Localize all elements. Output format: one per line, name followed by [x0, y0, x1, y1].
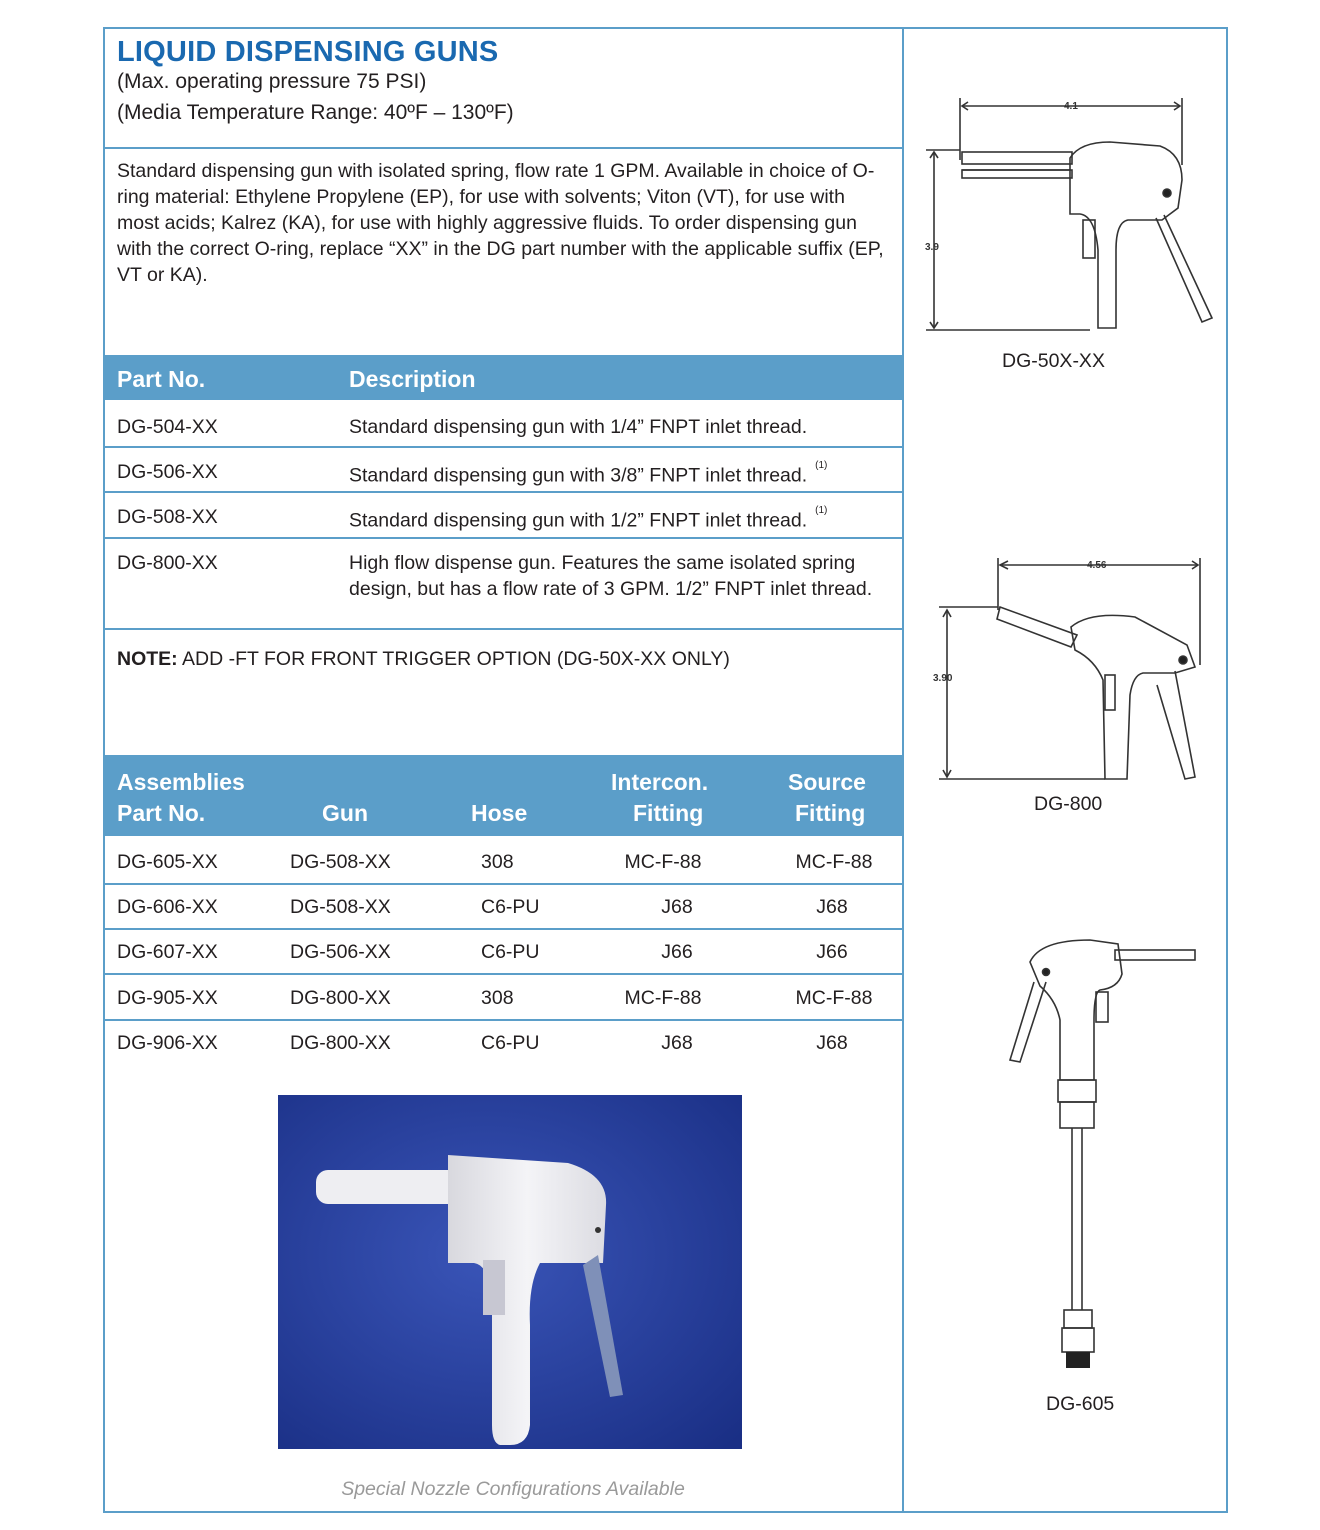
table-row-part: DG-504-XX [117, 416, 218, 438]
assembly-source: MC-F-88 [795, 851, 873, 873]
footnote-marker: (1) [815, 460, 828, 471]
footnote-marker: (1) [815, 505, 828, 516]
row-divider [103, 1019, 904, 1021]
product-photo [278, 1095, 742, 1449]
table-row-desc: High flow dispense gun. Features the same isolated spring design, but has a flow rate of 3 GPM. 1/2” FNPT inlet thread. [349, 552, 873, 600]
assembly-gun: DG-508-XX [290, 851, 391, 873]
table-row-part: DG-800-XX [117, 552, 218, 574]
assembly-source: J66 [816, 941, 848, 963]
assembly-hose: C6-PU [481, 941, 540, 963]
table-row-desc: Standard dispensing gun with 1/2” FNPT inlet thread. $^{(1)}$ [349, 505, 828, 532]
assembly-part: DG-605-XX [117, 851, 218, 873]
table-row-desc: Standard dispensing gun with 3/8” FNPT inlet thread. $^{(1)}$ [349, 460, 828, 487]
pressure-subtitle: (Max. operating pressure 75 PSI) [117, 70, 427, 93]
row-divider [103, 628, 904, 630]
header-description: Description [349, 366, 476, 392]
dg800-caption: DG-800 [1034, 793, 1103, 815]
header-divider [103, 147, 904, 149]
assembly-hose: C6-PU [481, 896, 540, 918]
intro-paragraph: Standard dispensing gun with isolated spring, flow rate 1 GPM. Available in choice of O-ring material: Ethylene Propylene (EP), for use with solvents; Viton (VT), for use with most acids; Kalrez (KA), for use with highly aggressive fluids. To order dispensing gun with the correct O-ring, replace “XX” in the DG part number with the applicable suffix (EP, VT or KA). [117, 160, 884, 286]
assembly-source: J68 [816, 896, 848, 918]
assembly-part: DG-607-XX [117, 941, 218, 963]
note-label: NOTE: [117, 648, 178, 670]
dim-width-label: 4.1 [1064, 101, 1078, 112]
table-row-part: DG-508-XX [117, 506, 218, 528]
assembly-intercon: J68 [661, 1032, 693, 1054]
assembly-source: MC-F-88 [795, 987, 873, 1009]
assembly-intercon: MC-F-88 [624, 851, 702, 873]
header-source-fitting: Fitting [795, 800, 866, 826]
note-body: ADD -FT FOR FRONT TRIGGER OPTION (DG-50X-XX ONLY) [177, 648, 730, 670]
dim-width-label: 4.56 [1087, 560, 1107, 571]
assembly-gun: DG-508-XX [290, 896, 391, 918]
dg800-drawing [925, 555, 1225, 795]
assembly-gun: DG-800-XX [290, 987, 391, 1009]
row-divider [103, 491, 904, 493]
header-source: Source [788, 769, 866, 795]
assembly-part: DG-606-XX [117, 896, 218, 918]
header-assemblies: Assemblies [117, 769, 245, 795]
assembly-hose: 308 [481, 987, 514, 1009]
assembly-intercon: J68 [661, 896, 693, 918]
row-divider [103, 928, 904, 930]
assemblies-table-header [104, 755, 902, 836]
header-gun: Gun [322, 800, 368, 826]
assembly-part: DG-905-XX [117, 987, 218, 1009]
assembly-part: DG-906-XX [117, 1032, 218, 1054]
row-divider [103, 537, 904, 539]
dim-height-label: 3.9 [925, 242, 939, 253]
dg50x-drawing [920, 90, 1220, 340]
column-divider [902, 27, 904, 1513]
header-assemblies-part-no: Part No. [117, 800, 206, 826]
header-hose: Hose [471, 800, 528, 826]
assembly-gun: DG-800-XX [290, 1032, 391, 1054]
dg605-drawing [1000, 930, 1210, 1380]
row-divider [103, 446, 904, 448]
assembly-intercon: MC-F-88 [624, 987, 702, 1009]
dim-height-label: 3.90 [933, 673, 953, 684]
assembly-hose: 308 [481, 851, 514, 873]
header-intercon: Intercon. [611, 769, 709, 795]
dg50x-caption: DG-50X-XX [1002, 350, 1105, 372]
parts-table-header [104, 355, 902, 400]
assembly-source: J68 [816, 1032, 848, 1054]
assembly-gun: DG-506-XX [290, 941, 391, 963]
dg605-caption: DG-605 [1046, 1393, 1115, 1415]
temperature-subtitle: (Media Temperature Range: 40ºF – 130ºF) [117, 101, 514, 124]
page-title: LIQUID DISPENSING GUNS [117, 36, 499, 68]
assembly-hose: C6-PU [481, 1032, 540, 1054]
header-part-no: Part No. [117, 366, 206, 392]
table-row-part: DG-506-XX [117, 461, 218, 483]
row-divider [103, 883, 904, 885]
row-divider [103, 973, 904, 975]
note-text [117, 648, 730, 671]
photo-caption: Special Nozzle Configurations Available [341, 1478, 685, 1500]
header-intercon-fitting: Fitting [633, 800, 704, 826]
table-row-desc: Standard dispensing gun with 1/4” FNPT inlet thread. [349, 416, 808, 438]
assembly-intercon: J66 [661, 941, 693, 963]
